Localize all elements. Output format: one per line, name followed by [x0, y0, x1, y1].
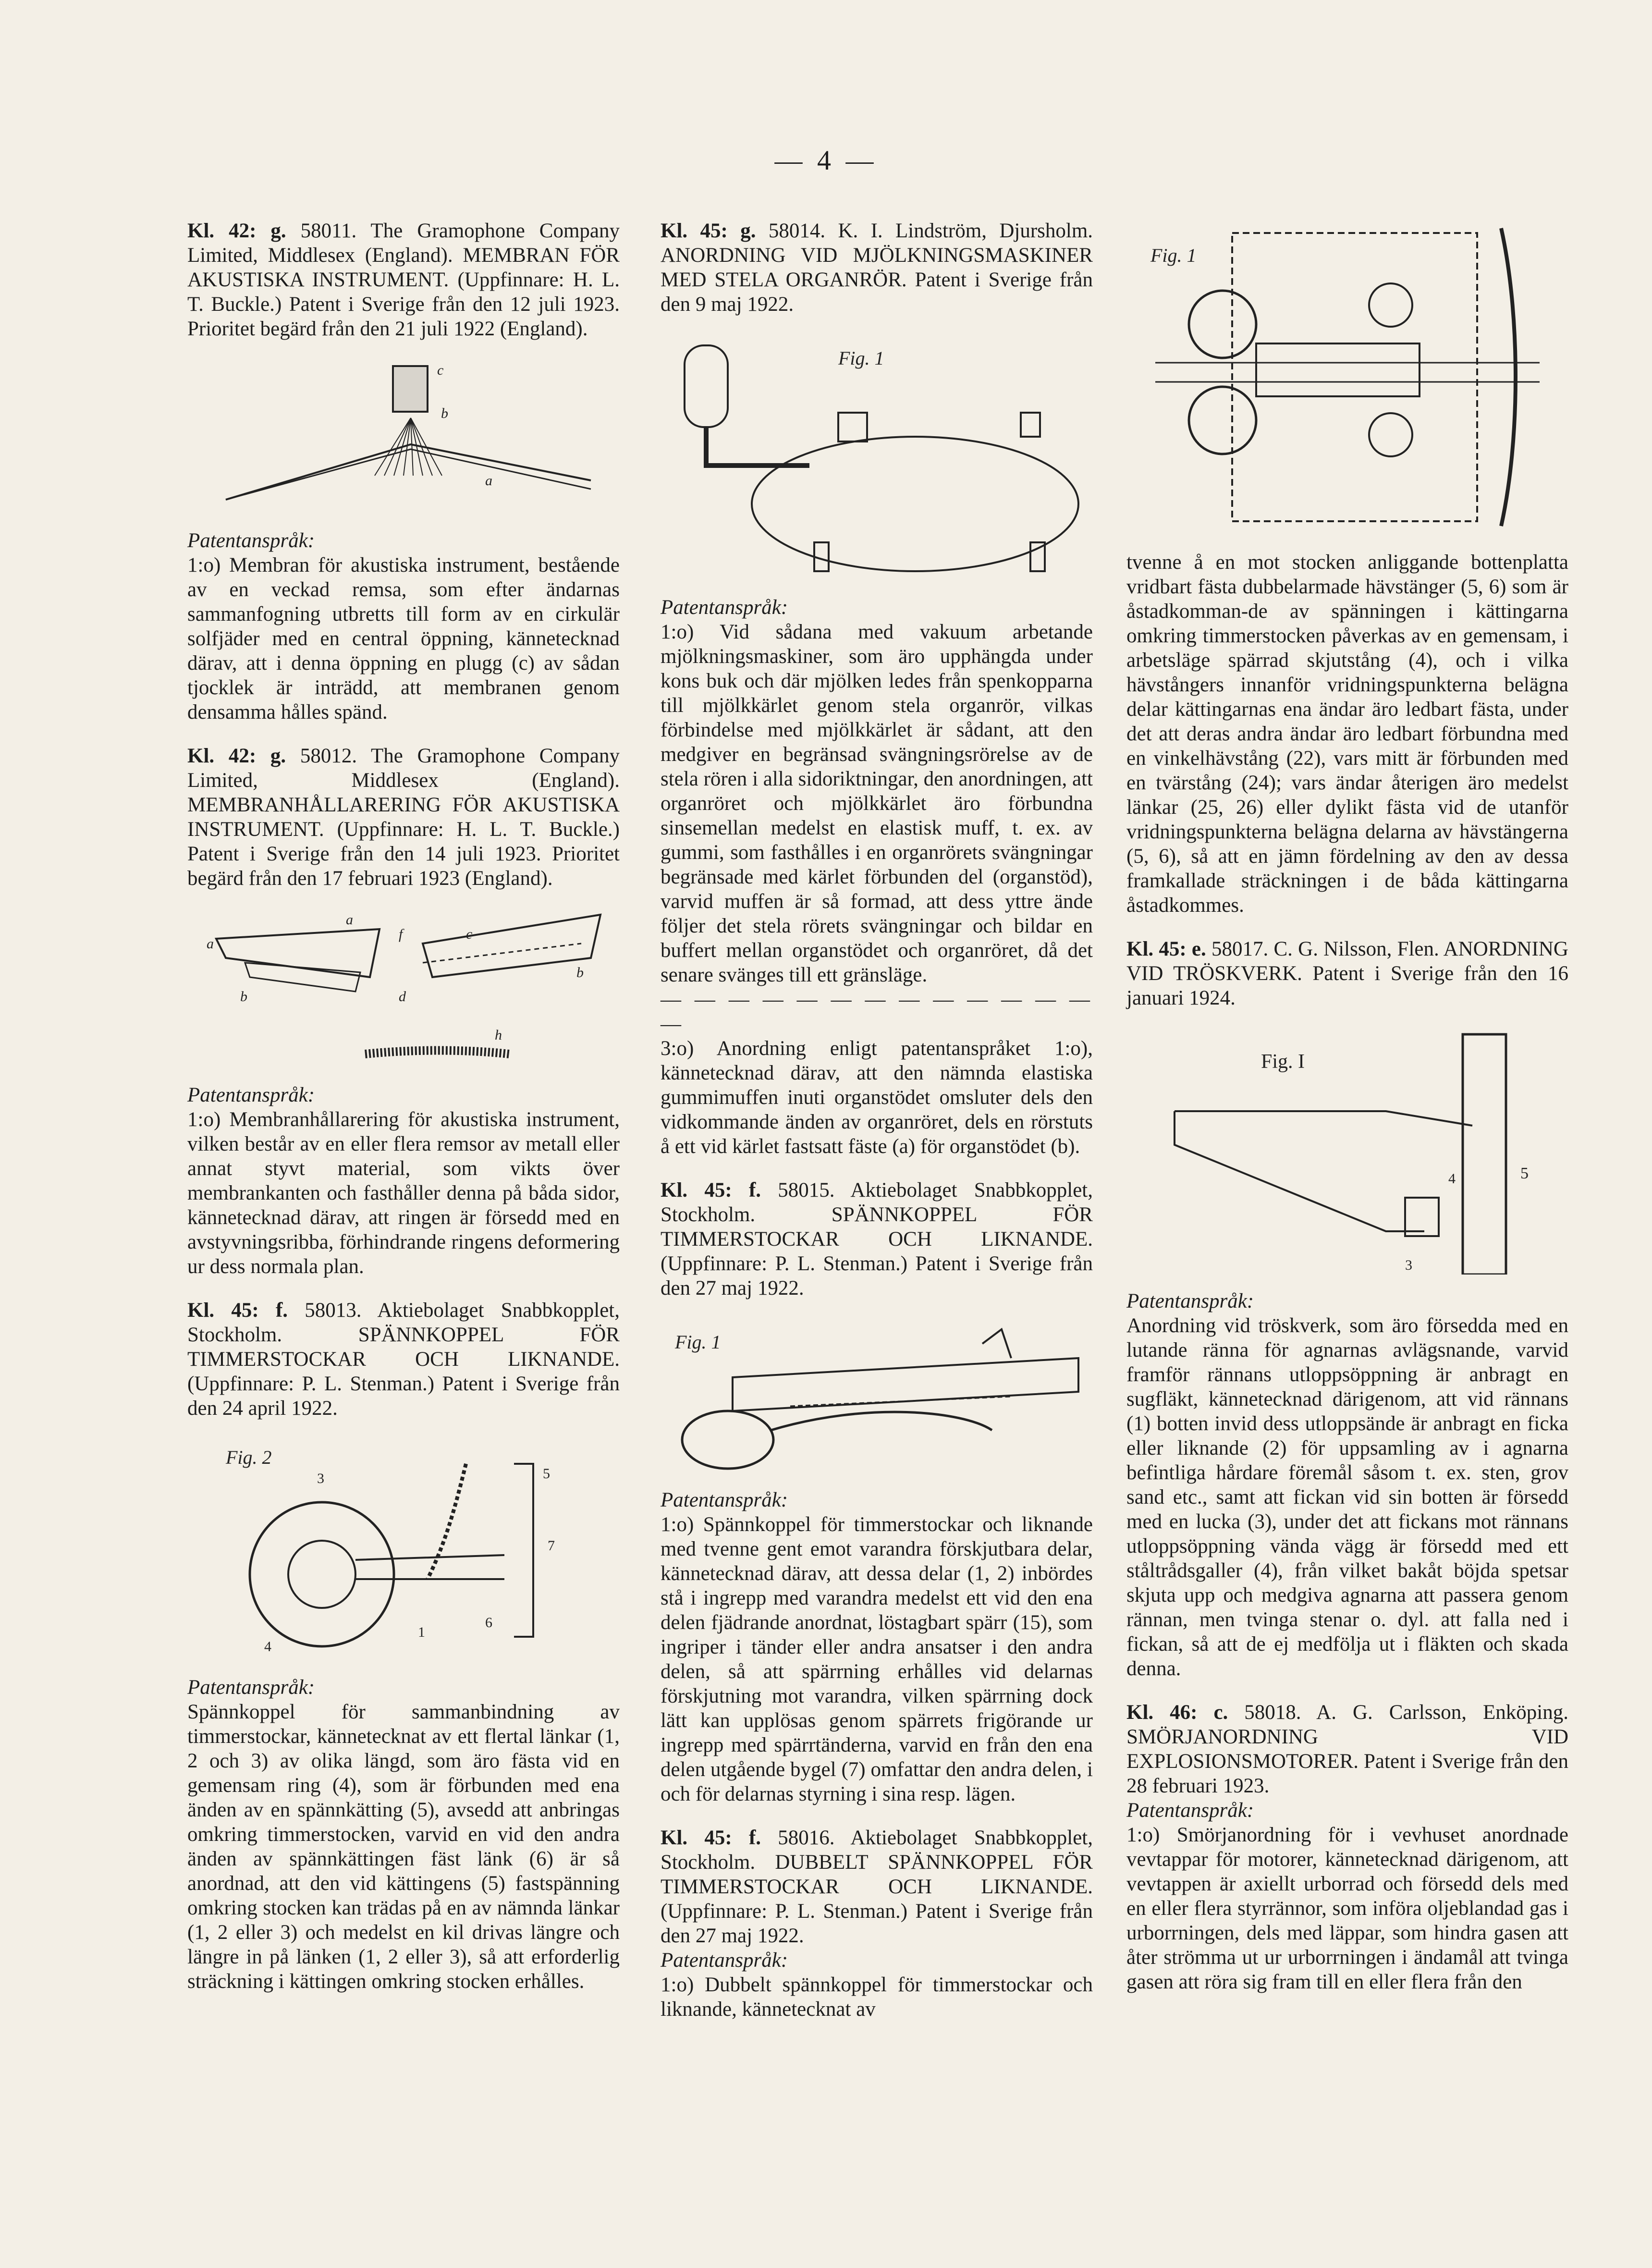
continued-claim-text: tvenne å en mot stocken anliggande bottenplatta vridbart fästa dubbelarmade hävstänger (5, 6) som är åstadkomman-de av spänningen i kättingarna omkring timmerstocken påverkas av en gemensam, i arbetsläge spärrad skjutstång (4), och i vilka hävstångers innanför vridningspunkterna belägna delar kättingarnas ena ändar äro ledbart fästa, under det att deras andra ändar äro ledbart förbundna med en vinkelhävstång (22), vars mitt är förbunden med en tvärstång (24); vars ändar återigen äro medelst länkar (25, 26) eller dylikt fästa vid de utanför vridningspunkterna belägna delarna av hävstängerna (5, 6), så att en jämn fördelning av den av dessa framkallade sträckningen i de båda kättingarna åstadkommes. — [1126, 551, 1568, 917]
svg-text:b: b — [576, 965, 584, 981]
column-1 — [187, 219, 620, 1994]
svg-text:h: h — [495, 1027, 502, 1043]
class-label: Kl. 45: f. — [661, 1179, 761, 1201]
threshing-figure — [1136, 1025, 1559, 1275]
svg-text:7: 7 — [548, 1538, 555, 1554]
class-label: Kl. 46: c. — [1126, 1701, 1228, 1724]
svg-text:a: a — [207, 936, 214, 952]
svg-text:a: a — [346, 912, 353, 928]
entry-58018 — [1126, 1700, 1568, 1798]
entry-58013 — [187, 1298, 620, 1421]
class-label: Kl. 45: e. — [1126, 938, 1206, 960]
entry-text: 58012. The Gramophone Company Limited, Middlesex (England). MEMBRANHÅLLARERING FÖR AKUSTISKA INSTRUMENT. (Uppfinnare: H. L. T. Buckle.) Patent i Sverige från den 14 juli 1923. Prioritet begärd från den 17 februari 1923 (England). — [187, 745, 620, 890]
entry-text: 58015. Aktiebolaget Snabbkopplet, Stockholm. SPÄNNKOPPEL FÖR TIMMERSTOCKAR OCH LIKNANDE. (Uppfinnare: P. L. Stenman.) Patent i Sverige från den 27 maj 1922. — [661, 1179, 1093, 1300]
claim-text: 1:o) Vid sådana med vakuum arbetande mjölkningsmaskiner, som äro upphängda under kons buk och där mjölken ledes från spenkopparna till mjölkkärlet genom stela organrör, vilkas förbindelse med mjölkkärlet är sådant, att den medgiver en begränsad svängningsrörelse av de stela rören i alla sidoriktningar, den anordningen, att organröret och mjölkkärlet äro förbundna sinsemellan medelst en elastisk muff, t. ex. av gummi, som fasthålles i en organrörets svängningar begränsade med kärlet förbunden del (organstöd), varvid muffen är så formad, att dess yttre ände följer det stela rörets svängningar och bildar en buffert mellan organstödet och organröret, då det senare svänges till ett gränsläge. — [661, 621, 1093, 986]
claim-heading: Patentanspråk: — [661, 1949, 788, 1972]
entry-58017 — [1126, 937, 1568, 1010]
claim-text-3: 3:o) Anordning enligt patentanspråket 1:o), kännetecknad därav, att den nämnda elastiska gummimuffen inuti organstödet omsluter dels den vidkommande änden av organröret, dels en rörstuts å ett vid kärlet fastsatt fäste (a) för organstödet (b). — [661, 1037, 1093, 1158]
claim-text: 1:o) Membranhållarering för akustiska instrument, vilken består av en eller flera remsor av metall eller annat styvt material, som vikts över membrankanten och fasthåller denna på båda sidor, kännetecknad därav, att ringen är försedd med en avstyvningsribba, förhindrande ringens deformering ur dess normala plan. — [187, 1108, 620, 1278]
claim-heading: Patentanspråk: — [661, 1489, 788, 1511]
figure-label: Fig. 1 — [675, 1331, 721, 1353]
entry-58011 — [187, 219, 620, 341]
claim-text: 1:o) Membran för akustiska instrument, bestående av en veckad remsa, som efter ändarnas sammanfogning utbretts till form av en cirkulär solfjäder med en central öppning, kännetecknad därav, att i denna öppning en plugg (c) av sådan tjocklek är inträdd, att membranen genom densamma hålles spänd. — [187, 554, 620, 723]
entry-58014 — [661, 219, 1093, 317]
class-label: Kl. 45: g. — [661, 220, 756, 242]
claim-heading: Patentanspråk: — [187, 1084, 315, 1106]
claim-heading: Patentanspråk: — [187, 529, 315, 552]
entry-text: 58016. Aktiebolaget Snabbkopplet, Stockholm. DUBBELT SPÄNNKOPPEL FÖR TIMMERSTOCKAR OCH LIKNANDE. (Uppfinnare: P. L. Stenman.) Patent i Sverige från den 27 maj 1922. — [661, 1827, 1093, 1947]
log-coupling-figure-1 — [665, 1315, 1088, 1473]
membrane-figure — [211, 356, 596, 514]
claim-text: 1:o) Smörjanordning för i vevhuset anordnade vevtappar för motorer, kännetecknad därigenom, att vevtappen är axiellt urborrad och försedd dels med en eller flera styrrännor, som införa oljeblandad gas i urborrningen, dels med läppar, som hindra gasen att åter strömma ut ur urborrningen i ändamål att tvinga gasen att röra sig fram till en eller flera från den — [1126, 1824, 1568, 1993]
svg-text:a: a — [485, 473, 492, 489]
svg-text:b: b — [240, 989, 247, 1005]
claim-text: Spännkoppel för sammanbindning av timmerstockar, kännetecknat av ett flertal länkar (1, 2 och 3) av olika längd, som äro fästa vid en gemensam ring (4), som är förbunden med ena änden av en spännkätting (5), avsedd att anbringas omkring timmerstocken, varvid en vid den andra änden av spännkättingen fäst länk (6) är så anordnad, att den vid kättingens (5) fastspänning omkring stocken kan trädas på en av nämnda länkar (1, 2 eller 3) och medelst en kil drivas längre och längre in på länken (1, 2 eller 3), så att erforderlig sträckning i kättingen omkring stocken erhålles. — [187, 1701, 620, 1993]
svg-text:6: 6 — [485, 1615, 492, 1631]
claim-text: 1:o) Dubbelt spännkoppel för timmerstockar och liknande, kännetecknat av — [661, 1974, 1093, 2021]
class-label: Kl. 42: g. — [187, 745, 286, 767]
entry-58015 — [661, 1178, 1093, 1300]
svg-text:4: 4 — [1448, 1171, 1456, 1187]
figure-label: Fig. 1 — [838, 347, 884, 369]
claim-heading: Patentanspråk: — [661, 596, 788, 619]
claim-heading: Patentanspråk: — [1126, 1799, 1254, 1822]
svg-text:c: c — [437, 362, 444, 378]
entry-text: 58017. C. G. Nilsson, Flen. ANORDNING VID TRÖSKVERK. Patent i Sverige från den 16 januari 1924. — [1126, 938, 1568, 1009]
omission-line: — — — — — — — — — — — — — — — [661, 988, 1093, 1035]
svg-text:c: c — [466, 926, 473, 942]
svg-text:3: 3 — [1405, 1257, 1412, 1273]
svg-text:b: b — [441, 405, 448, 421]
page-number: — 4 — — [774, 145, 878, 176]
column-2 — [661, 219, 1093, 2022]
entry-text: 58018. A. G. Carlsson, Enköping. SMÖRJANORDNING VID EXPLOSIONSMOTORER. Patent i Sverige från den 28 februari 1923. — [1126, 1701, 1568, 1797]
entry-text: 58014. K. I. Lindström, Djursholm. ANORDNING VID MJÖLKNINGSMASKINER MED STELA ORGANRÖR. Patent i Sverige från den 9 maj 1922. — [661, 220, 1093, 316]
claim-text: Anordning vid tröskverk, som äro försedda med en lutande ränna för agnarnas avlägsnande, varvid framför rännans utloppsöppning är anbragt en sugfläkt, kännetecknad därigenom, att vid rännans (1) botten invid dess utloppsände är anbragt en ficka eller liknande (2) för uppsamling av i agnarna befintliga hårdare föremål såsom t. ex. sten, grov sand etc., samt att fickan vid sin botten är försedd med en lucka (3), under det att fickans mot rännans utloppsöppning vända vägg är försedd med ett ståltrådsgaller (4), från vilket bakåt böjda spetsar skjuta upp och medgiva agnarna att passera genom rännan, men tvinga stenar o. dyl. att falla ned i fickan, så att de ej medfölja ut i fläkten och skada denna. — [1126, 1314, 1568, 1680]
svg-text:4: 4 — [264, 1639, 271, 1655]
entry-58016 — [661, 1826, 1093, 1948]
claim-heading: Patentanspråk: — [187, 1676, 315, 1699]
claim-heading: Patentanspråk: — [1126, 1290, 1254, 1312]
figure-label: Fig. 2 — [226, 1447, 272, 1468]
entry-58012 — [187, 744, 620, 891]
svg-text:3: 3 — [317, 1471, 324, 1486]
class-label: Kl. 45: f. — [187, 1299, 288, 1322]
class-label: Kl. 45: f. — [661, 1827, 761, 1849]
entry-text: 58013. Aktiebolaget Snabbkopplet, Stockholm. SPÄNNKOPPEL FÖR TIMMERSTOCKAR OCH LIKNANDE. (Uppfinnare: P. L. Stenman.) Patent i Sverige från den 24 april 1922. — [187, 1299, 620, 1420]
svg-text:5: 5 — [1520, 1165, 1529, 1182]
entry-text: 58011. The Gramophone Company Limited, Middlesex (England). MEMBRAN FÖR AKUSTISKA INSTRUMENT. (Uppfinnare: H. L. T. Buckle.) Patent i Sverige från den 12 juli 1923. Prioritet begärd från den 21 juli 1922 (England). — [187, 220, 620, 340]
double-coupling-figure — [1136, 219, 1559, 536]
column-3 — [1126, 219, 1568, 1994]
svg-text:1: 1 — [418, 1624, 425, 1640]
milking-machine-figure — [665, 331, 1088, 581]
figure-label: Fig. 1 — [1150, 245, 1197, 266]
svg-text:f: f — [399, 926, 403, 942]
svg-text:5: 5 — [543, 1466, 550, 1482]
svg-text:d: d — [399, 989, 406, 1005]
log-coupling-figure-2 — [197, 1435, 610, 1661]
figure-label: Fig. I — [1261, 1051, 1305, 1073]
claim-text: 1:o) Spännkoppel för timmerstockar och liknande med tvenne gent emot varandra förskjutbara delar, kännetecknad därav, att dessa delar (1, 2) inbördes stå i ingrepp med varandra medelst ett vid den ena delen fjädrande anordnat, löstagbart spärr (15), som ingriper i tänder eller andra ansatser i den andra delen, så att spärrning erhålles vid delarnas förskjutning mot varandra, vilken spärrning dock lätt kan upplösas genom spärrets frigörande ur ingrepp med spärrtänderna, varvid en från den ena delen utgående bygel (7) omfattar den andra delen, i och för delarnas styrning i sina resp. lägen. — [661, 1513, 1093, 1805]
ring-figure — [197, 905, 610, 1068]
class-label: Kl. 42: g. — [187, 220, 286, 242]
